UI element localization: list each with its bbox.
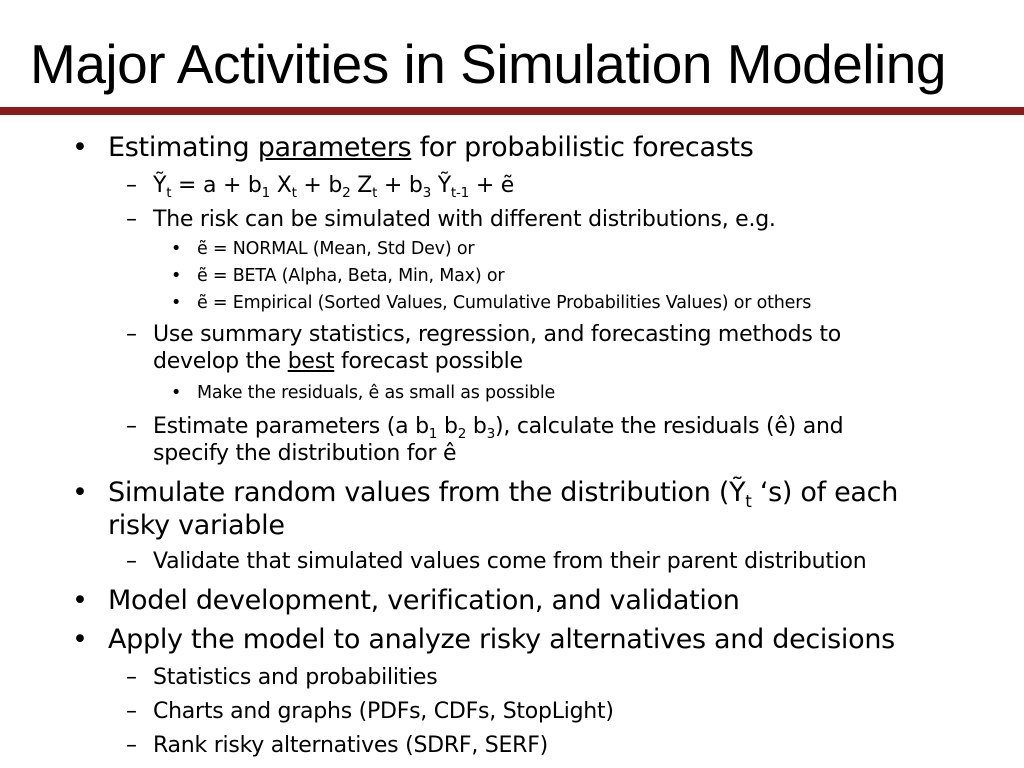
- dash-marker: –: [126, 414, 137, 439]
- text: = a + b: [171, 173, 262, 198]
- subscript: 3: [422, 184, 431, 201]
- forecasting-methods-item: [153, 321, 841, 375]
- subscript: t: [291, 184, 297, 201]
- text: b: [437, 414, 458, 439]
- subscript: 1: [428, 425, 438, 442]
- subscript: t-1: [450, 184, 470, 201]
- text: forecast possible: [334, 349, 523, 374]
- underlined-term: best: [287, 349, 335, 374]
- text: X: [270, 173, 292, 198]
- text: + ẽ: [469, 173, 515, 198]
- text-line: [153, 413, 843, 440]
- subscript: t: [745, 490, 752, 511]
- charts-item: Charts and graphs (PDFs, CDFs, StopLight): [153, 699, 614, 724]
- subscript: 1: [261, 184, 271, 201]
- statistics-item: Statistics and probabilities: [153, 665, 438, 690]
- slide-title: Major Activities in Simulation Modeling: [30, 33, 946, 95]
- subscript: t: [372, 184, 378, 201]
- text: Estimate parameters (a b: [153, 414, 429, 439]
- validate-item: Validate that simulated values come from their parent distribution: [153, 549, 867, 574]
- text: + b: [377, 173, 423, 198]
- bullet-model-development: Model development, verification, and validation: [108, 585, 740, 616]
- bullet-marker: •: [72, 624, 88, 655]
- subscript: 2: [342, 184, 351, 201]
- dash-marker: –: [126, 733, 137, 758]
- bullet-marker: •: [171, 293, 182, 313]
- text: for probabilistic forecasts: [411, 132, 754, 163]
- dash-marker: –: [126, 207, 137, 232]
- subscript: 3: [486, 425, 495, 442]
- subscript: t: [166, 184, 172, 201]
- dash-marker: –: [126, 549, 137, 574]
- text-line: [153, 348, 841, 375]
- underlined-term: parameters: [257, 132, 412, 163]
- bullet-simulate-values: [108, 476, 898, 542]
- bullet-marker: •: [171, 239, 182, 259]
- text: ), calculate the residuals (ê) and: [495, 414, 844, 439]
- text: Ỹ: [430, 173, 451, 198]
- bullet-marker: •: [72, 585, 88, 616]
- text: + b: [296, 173, 343, 198]
- risk-distributions-item: The risk can be simulated with different distributions, e.g.: [153, 207, 776, 232]
- bullet-apply-model: Apply the model to analyze risky alternatives and decisions: [108, 624, 895, 655]
- subscript: 2: [457, 425, 467, 442]
- beta-distribution-item: ẽ = BETA (Alpha, Beta, Min, Max) or: [197, 266, 505, 286]
- text: Estimating: [108, 132, 258, 163]
- bullet-marker: •: [171, 266, 182, 286]
- text: develop the: [153, 349, 288, 374]
- bullet-estimating-parameters: [108, 131, 754, 164]
- title-divider: [0, 107, 1024, 115]
- text: Z: [350, 173, 373, 198]
- text-line: risky variable: [108, 510, 285, 541]
- bullet-marker: •: [72, 477, 88, 508]
- text-line: [108, 476, 898, 509]
- text: b: [466, 414, 487, 439]
- dash-marker: –: [126, 665, 137, 690]
- y-tilde: Ỹ: [153, 173, 167, 198]
- text: Simulate random values from the distribution (Ỹ: [108, 477, 746, 508]
- estimate-parameters-item: [153, 413, 843, 467]
- dash-marker: –: [126, 322, 137, 347]
- empirical-distribution-item: ẽ = Empirical (Sorted Values, Cumulative Probabilities Values) or others: [197, 293, 812, 313]
- normal-distribution-item: ẽ = NORMAL (Mean, Std Dev) or: [197, 239, 475, 259]
- text: ‘s) of each: [751, 477, 899, 508]
- equation-item: [153, 172, 514, 199]
- text-line: Use summary statistics, regression, and forecasting methods to: [153, 322, 841, 347]
- residuals-item: Make the residuals, ê as small as possible: [197, 383, 556, 403]
- bullet-marker: •: [72, 132, 88, 163]
- dash-marker: –: [126, 699, 137, 724]
- bullet-marker: •: [171, 383, 182, 403]
- rank-item: Rank risky alternatives (SDRF, SERF): [153, 733, 548, 758]
- text-line: specify the distribution for ê: [153, 441, 457, 466]
- dash-marker: –: [126, 173, 137, 198]
